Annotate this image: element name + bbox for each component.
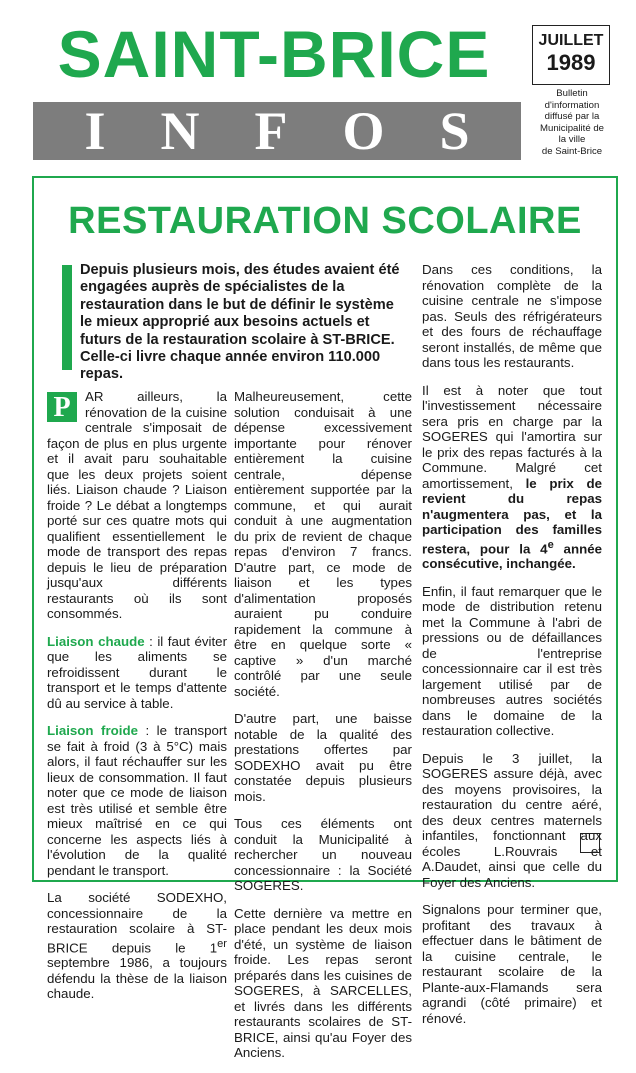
paragraph: Enfin, il faut remarquer que le mode de distribution retenu met la Commune à l'abri de pressions ou de défaillances de l'entreprise concessionnaire car il est très largement utilisé par de nombreuses autres sociétés dans le domaine de la restauration collective. — [422, 583, 602, 739]
paragraph-text: : il faut éviter que les aliments se refroidissent durant le transport et le temps d'attente dû au service à table. — [47, 633, 227, 711]
article-lead: Depuis plusieurs mois, des études avaient été engagées auprès de spécialistes de la restauration dans le but de définir le système le mieux approprié aux besoins actuels et futurs de la restauration scolaire à ST-BRICE. Celle-ci livre chaque année environ 110.000 repas. — [80, 262, 400, 383]
bulletin-line: Municipalité de — [540, 122, 604, 134]
paragraph: Malheureusement, cette solution conduisait à une dépense excessivement importante pour rénover entièrement la cuisine centrale, dépense entièrement supportée par la commune, et qui aurait conduit à une augmentation du prix de revient de chaque repas d'environ 7 francs. D'autre part, ce mode de liaison et les types d'alimentation proposés auraient pu conduire rapidement la commune à être en quelque sorte « captive » d'un marché contrôlé par une seule société. — [234, 389, 412, 699]
paragraph — [47, 890, 227, 1002]
subheading-liaison-chaude: Liaison chaude — [47, 633, 145, 649]
article-headline: RESTAURATION SCOLAIRE — [68, 200, 582, 242]
emphasis-text: année consécutive, inchangée. — [422, 540, 602, 572]
paragraph: Depuis le 3 juillet, la SOGERES assure déjà, avec des moyens provisoires, la restauration du centre aéré, des deux centres maternels infantiles, fonctionnant aux écoles L.Rouvrais et A.Daudet, ainsi que celle du Foyer des Anciens. — [422, 750, 602, 890]
bulletin-line: de Saint-Brice — [541, 145, 603, 157]
paragraph: D'autre part, une baisse notable de la qualité des prestations offertes par SODEXHO avait pu être constatée depuis plusieurs mois. — [234, 711, 412, 804]
paragraph — [47, 723, 227, 878]
paragraph-text: La société SODEXHO, concessionnaire de la restauration scolaire à ST-BRICE depuis le 1 — [47, 890, 227, 955]
paragraph-text: septembre 1986, a toujours défendu la thèse de la liaison chaude. — [47, 955, 227, 1002]
paragraph — [422, 383, 602, 572]
paragraph: Signalons pour terminer que, profitant des travaux à effectuer dans le bâtiment de la cuisine centrale, le restaurant scolaire de la Plante-aux-Flamands sera agrandi (côté primaire) et rénové. — [422, 902, 602, 1026]
infos-band — [33, 102, 521, 160]
infos-letter: S — [439, 101, 470, 161]
paragraph-text: AR ailleurs, la rénovation de la cuisine centrale s'imposait de façon de plus en plus urgente et il avait paru souhaitable que les deux projets soient liés. Liaison chaude ? Liaison froide ? Le débat a longtemps porté sur ces quatre mots qui qualifient essentiellement le mode de transport des repas depuis le lieu de préparation jusqu'aux différents restaurants où ils sont consommés. — [47, 389, 227, 621]
infos-letter: N — [160, 101, 200, 161]
infos-letter: I — [84, 101, 106, 161]
paragraph — [47, 634, 227, 712]
bulletin-description — [530, 88, 614, 158]
column-2 — [234, 389, 412, 1073]
end-mark-box — [580, 833, 600, 853]
infos-letters — [33, 102, 521, 160]
bulletin-line: la ville — [558, 134, 586, 146]
emphasis-text: le prix de revient du repas n'augmentera pas, et la participation des familles restera, pour la 4 — [422, 475, 602, 556]
issue-month: JUILLET — [538, 32, 604, 49]
subheading-liaison-froide: Liaison froide — [47, 723, 138, 738]
superscript: er — [217, 937, 227, 950]
issue-date-box — [532, 25, 610, 85]
lead-accent-bar — [62, 265, 72, 370]
column-1 — [47, 389, 227, 1014]
paragraph-text: : le transport se fait à froid (3 à 5°C) mais alors, il faut réchauffer sur les lieux de consommation. Il faut noter que ce mode de liaison est très utilisé et semble être mieux maîtrisé en ce qui concerne les aspects liés à l'évolution de la qualité pendant le transport. — [47, 723, 227, 878]
drop-cap: P — [47, 392, 77, 422]
bulletin-line: Bulletin — [556, 88, 588, 99]
superscript: e — [547, 538, 554, 551]
issue-year: 1989 — [546, 50, 596, 75]
column-3 — [422, 262, 602, 1038]
paragraph: Cette dernière va mettre en place pendant les deux mois d'été, un système de liaison froide. Les repas seront préparés dans les cuisines de SOGERES, à SARCELLES, et livrés dans les différents restaurants scolaires de ST-BRICE, ainsi qu'au Foyer des Anciens. — [234, 905, 412, 1060]
paragraph: Dans ces conditions, la rénovation complète de la cuisine centrale ne s'impose pas. Seuls des réfrigérateurs et des fours de réchauffage seront installés, de même que dans tous les restaurants. — [422, 262, 602, 370]
infos-letter: F — [254, 101, 288, 161]
bulletin-line: d'information — [544, 99, 600, 111]
paragraph-text: Il est à noter que tout l'investissement nécessaire sera pris en charge par la SOGERES qui l'amortira sur le prix des repas facturés à la Commune. Malgré cet amortissement, — [422, 382, 602, 491]
paragraph: Tous ces éléments ont conduit la Municipalité à rechercher un nouveau concessionnaire : la Société SOGERES. — [234, 816, 412, 893]
bulletin-line: diffusé par la — [544, 111, 600, 123]
masthead-title: SAINT-BRICE — [57, 17, 491, 91]
infos-letter: O — [342, 101, 385, 161]
paragraph — [47, 389, 227, 622]
